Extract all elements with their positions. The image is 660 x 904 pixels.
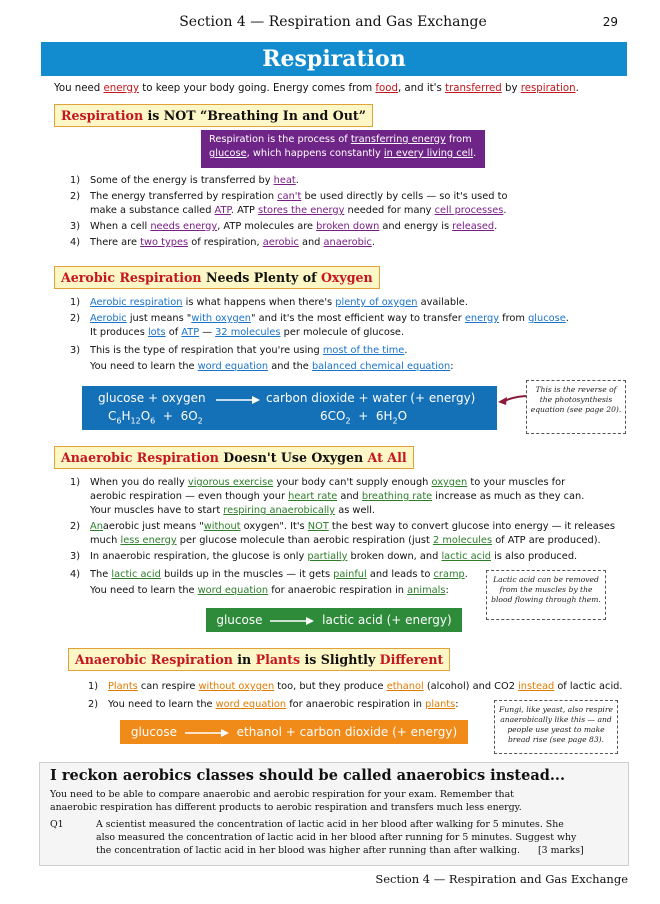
eq-right: ethanol + carbon dioxide (+ energy): [236, 725, 458, 739]
summary-text: anaerobic respiration has different products to aerobic respiration and transfers much less energy.: [50, 802, 522, 813]
page-header: [38, 12, 628, 36]
eq-left: glucose: [130, 725, 177, 739]
summary-title: I reckon aerobics classes should be called anaerobics instead...: [50, 767, 565, 784]
anaerobic-animal-equation-box: [206, 608, 462, 632]
heading-anaerobic-plants: Anaerobic Respiration in Plants is Slightly Different: [68, 648, 450, 671]
eq-chem-right: $6CO_2 + 6H_2O$: [320, 409, 408, 426]
question-label: Q1: [50, 819, 64, 830]
question-text: the concentration of lactic acid in her blood was higher after running than after walking.: [96, 845, 520, 856]
intro-paragraph: You need energy to keep your body going. Energy comes from food, and it's transferred by respiration.: [54, 83, 579, 94]
list-item-continuation: aerobic respiration — even though your heart rate and breathing rate increase as much as they can.: [90, 491, 585, 502]
list-item: 3) In anaerobic respiration, the glucose is only partially broken down, and lactic acid is also produced.: [70, 551, 578, 562]
eq-right: lactic acid (+ energy): [322, 613, 452, 627]
question-text: A scientist measured the concentration of lactic acid in her blood after walking for 5 minutes. She: [96, 819, 564, 830]
eq-left: glucose: [216, 613, 263, 627]
list-item-continuation: You need to learn the word equation and the balanced chemical equation:: [90, 361, 454, 372]
list-item: 2) You need to learn the word equation for anaerobic respiration in plants:: [88, 699, 459, 710]
arrow-right-icon: [270, 616, 314, 626]
list-item-continuation: Your muscles have to start respiring anaerobically as well.: [90, 505, 376, 516]
arrow-left-icon: [496, 392, 530, 408]
aerobic-equation-box: [82, 386, 497, 430]
arrow-right-icon: [185, 728, 229, 738]
list-item: 3) When a cell needs energy, ATP molecules are broken down and energy is released.: [70, 221, 498, 232]
heading-anaerobic-respiration: Anaerobic Respiration Doesn't Use Oxygen At All: [54, 446, 414, 469]
section-title: Section 4 — Respiration and Gas Exchange: [179, 14, 487, 30]
definition-box: Respiration is the process of transferring energy from glucose, which happens constantly in every living cell.: [201, 130, 485, 168]
heading-aerobic-respiration: Aerobic Respiration Needs Plenty of Oxygen: [54, 266, 380, 289]
side-note-photosynthesis: This is the reverse of the photosynthesis equation (see page 20).: [526, 380, 626, 434]
list-item: 1) When you do really vigorous exercise your body can't supply enough oxygen to your muscles for: [70, 477, 566, 488]
heading-respiration-not-breathing: Respiration is NOT “Breathing In and Out”: [54, 104, 373, 127]
side-note-fungi: Fungi, like yeast, also respire anaerobically like this — and people use yeast to make bread rise (see page 83).: [494, 700, 618, 754]
list-item: 4) The lactic acid builds up in the muscles — it gets painful and leads to cramp.: [70, 569, 468, 580]
eq-chem-left: $C_6H_{12}O_6 + 6O_2$: [108, 409, 203, 426]
eq-word-right: carbon dioxide + water (+ energy): [266, 391, 476, 405]
list-item: 2) Aerobic just means "with oxygen" and it's the most efficient way to transfer energy from glucose.: [70, 313, 569, 324]
side-note-lactic-acid: Lactic acid can be removed from the muscles by the blood flowing through them.: [486, 570, 606, 620]
list-item-continuation: much less energy per glucose molecule than aerobic respiration (just 2 molecules of ATP are produced).: [90, 535, 601, 546]
list-item: 1) Plants can respire without oxygen too, but they produce ethanol (alcohol) and CO2 instead of lactic acid.: [88, 681, 623, 692]
page-number: 29: [602, 15, 618, 29]
list-item: 2) Anaerobic just means "without oxygen". It's NOT the best way to convert glucose into energy — it releases: [70, 521, 616, 532]
arrow-right-icon: [216, 395, 260, 405]
anaerobic-plant-equation-box: [120, 720, 468, 744]
summary-text: You need to be able to compare anaerobic and aerobic respiration for your exam. Remember that: [50, 789, 514, 800]
list-item: 1) Aerobic respiration is what happens when there's plenty of oxygen available.: [70, 297, 468, 308]
list-item: 3) This is the type of respiration that you're using most of the time.: [70, 345, 408, 356]
list-item: 1) Some of the energy is transferred by heat.: [70, 175, 299, 186]
list-item: 4) There are two types of respiration, aerobic and anaerobic.: [70, 237, 376, 248]
page-footer: Section 4 — Respiration and Gas Exchange: [375, 872, 628, 886]
eq-word-left: glucose + oxygen: [98, 391, 206, 405]
list-item-continuation: It produces lots of ATP — 32 molecules per molecule of glucose.: [90, 327, 405, 338]
list-item-continuation: You need to learn the word equation for anaerobic respiration in animals:: [90, 585, 449, 596]
list-item-continuation: make a substance called ATP. ATP stores the energy needed for many cell processes.: [90, 205, 507, 216]
page-title-banner: Respiration: [41, 42, 627, 76]
summary-box: [39, 762, 629, 866]
question-marks: [3 marks]: [538, 845, 584, 856]
list-item: 2) The energy transferred by respiration can't be used directly by cells — so it's used to: [70, 191, 508, 202]
question-text: also measured the concentration of lactic acid in her blood after running for 5 minutes. Suggest why: [96, 832, 577, 843]
